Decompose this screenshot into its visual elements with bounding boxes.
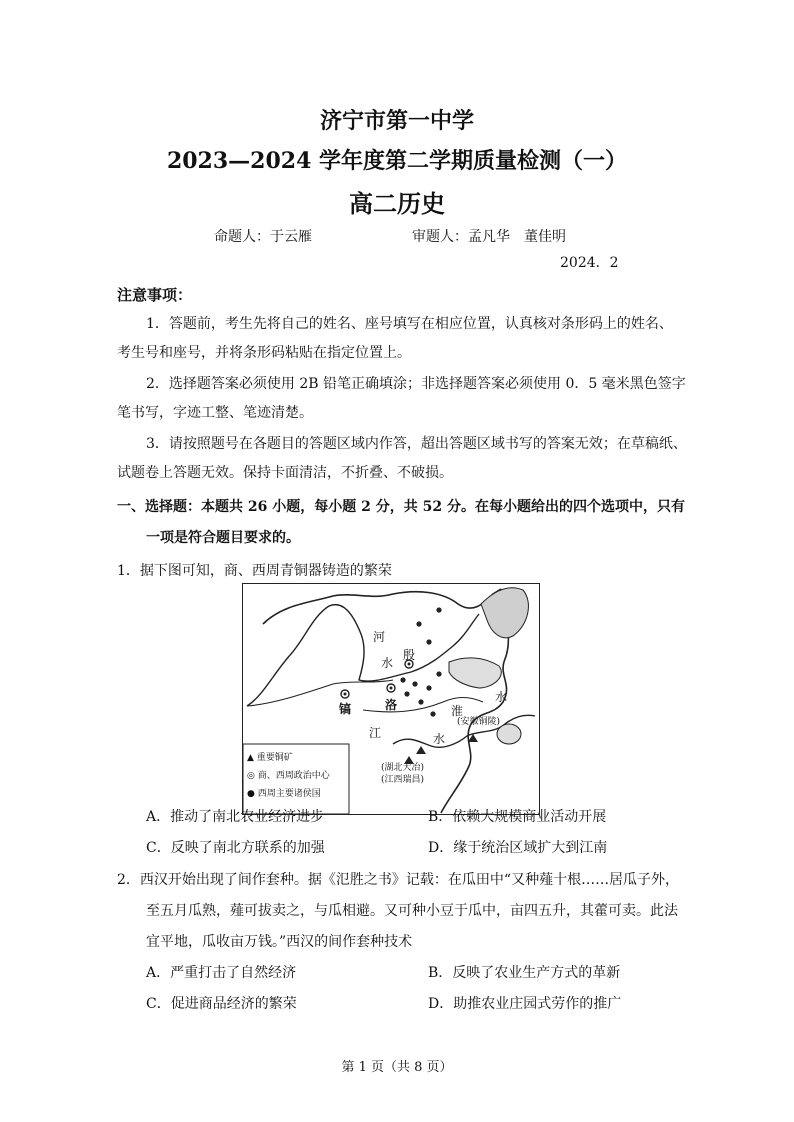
q1-option-d: D．缘于统治区域扩大到江南 — [428, 840, 608, 856]
map-label-hao: 镐 — [339, 702, 352, 716]
question-2-stem: 2．西汉开始出现了间作套种。据《氾胜之书》记载：在瓜田中“又种薤十根……居瓜子外， — [117, 872, 680, 888]
legend-copper-mine: ▲ 重要铜矿 — [247, 753, 293, 763]
note-line: 笔书写，字迹工整、笔迹清楚。 — [117, 405, 313, 421]
question-1-stem: 1．据下图可知，商、西周青铜器铸造的繁荣 — [117, 563, 392, 579]
map-label-jiangxi: (江西瑞昌) — [381, 775, 425, 785]
map-label-shui: 水 — [381, 656, 394, 670]
question-2-stem-cont: 宜平地，瓜收亩万钱。”西汉的间作套种技术 — [146, 934, 413, 950]
q2-option-c: C．促进商品经济的繁荣 — [146, 996, 297, 1012]
page-footer: 第 1 页（共 8 页） — [341, 1060, 453, 1075]
note-line: 1．答题前，考生先将自己的姓名、座号填写在相应位置，认真核对条形码上的姓名、 — [146, 316, 673, 332]
bronze-map — [242, 583, 540, 815]
q2-option-b: B．反映了农业生产方式的革新 — [428, 965, 621, 981]
q2-option-a: A．严重打击了自然经济 — [146, 965, 297, 981]
author-line: 命题人：于云雁 — [214, 229, 312, 245]
legend-vassal-state: ● 西周主要诸侯国 — [247, 789, 321, 799]
map-label-he: 河 — [373, 630, 386, 644]
exam-title: 2023—2024 学年度第二学期质量检测（一） — [166, 148, 628, 174]
note-line: 3．请按照题号在各题目的答题区域内作答，超出答题区域书写的答案无效；在草稿纸、 — [146, 436, 687, 452]
map-label-shui-jiang: 水 — [433, 732, 446, 746]
reviewer-line: 审题人：孟凡华 董佳明 — [412, 229, 566, 245]
notes-title: 注意事项： — [117, 286, 193, 304]
map-label-huai: 淮 — [451, 704, 464, 718]
section-heading-cont: 一项是符合题目要求的。 — [146, 530, 300, 546]
map-label-shui-huai: 水 — [495, 690, 508, 704]
question-2-stem-cont: 至五月瓜熟，薤可拔卖之，与瓜相避。又可种小豆于瓜中，亩四五升，其藿可卖。此法 — [146, 903, 678, 919]
q2-option-d: D．助推农业庄园式劳作的推广 — [428, 996, 622, 1012]
map-label-hubei: (湖北大冶) — [381, 763, 425, 773]
map-label-yin: 殷 — [403, 648, 416, 662]
map-label-luo: 洛 — [385, 698, 398, 712]
subject-title: 高二历史 — [349, 189, 445, 218]
note-line: 2．选择题答案必须使用 2B 铅笔正确填涂；非选择题答案必须使用 0．5 毫米黑色签字 — [146, 376, 686, 392]
map-label-jiang: 江 — [369, 726, 382, 740]
q1-option-c: C．反映了南北方联系的加强 — [146, 840, 325, 856]
legend-political-center: ◎ 商、西周政治中心 — [247, 771, 330, 781]
map-label-anhui: (安徽铜陵) — [457, 717, 501, 727]
note-line: 试题卷上答题无效。保持卡面清洁，不折叠、不破损。 — [117, 465, 453, 481]
exam-date: 2024．2 — [560, 255, 619, 271]
q1-option-a: A．推动了南北农业经济进步 — [146, 809, 325, 825]
section-heading: 一、选择题：本题共 26 小题，每小题 2 分，共 52 分。在每小题给出的四个选项中，只有 — [117, 499, 685, 515]
school-title: 济宁市第一中学 — [319, 108, 474, 134]
note-line: 考生号和座号，并将条形码粘贴在指定位置上。 — [117, 345, 411, 361]
q1-option-b: B．依赖大规模商业活动开展 — [428, 809, 607, 825]
